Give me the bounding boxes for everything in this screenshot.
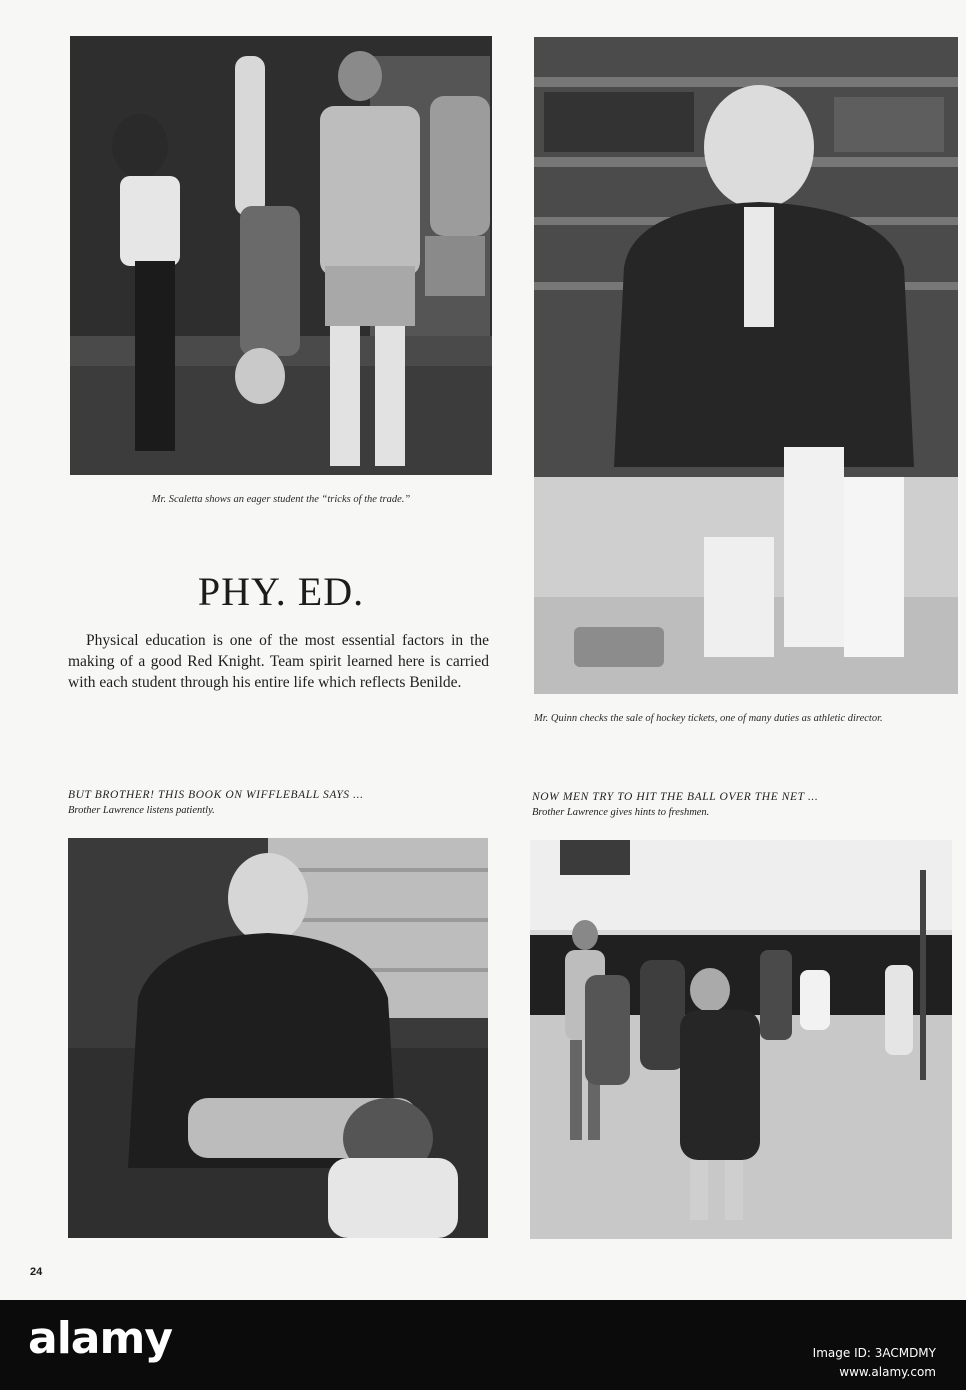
caption-top-left: Mr. Scaletta shows an eager student the “tricks of the trade.” — [151, 494, 411, 505]
caption-bottom-right-heading: NOW MEN TRY TO HIT THE BALL OVER THE NET ... — [532, 791, 819, 803]
photo-athletic-director — [534, 37, 958, 694]
caption-bottom-left — [68, 788, 498, 818]
page-title: PHY. ED. — [197, 569, 365, 614]
alamy-logo: alamy — [28, 1313, 172, 1364]
watermark-url: www.alamy.com — [839, 1365, 936, 1379]
image-id-label: Image ID: 3ACMDMY — [812, 1346, 936, 1360]
photo-gymnastics-handstand — [70, 36, 492, 475]
body-paragraph: Physical education is one of the most essential factors in the making of a good Red Knight. Team spirit learned here is carried with each student through his entire life which reflects Benilde. — [68, 632, 489, 691]
page-number: 24 — [30, 1266, 43, 1278]
caption-bottom-right-sub: Brother Lawrence gives hints to freshmen. — [532, 807, 710, 818]
photo-gym-volleyball — [530, 840, 952, 1239]
photo-brother-kneeling — [68, 838, 488, 1238]
caption-top-right: Mr. Quinn checks the sale of hockey tickets, one of many duties as athletic director. — [534, 713, 883, 724]
caption-bottom-right — [532, 790, 952, 820]
caption-bottom-left-sub: Brother Lawrence listens patiently. — [68, 805, 215, 816]
caption-bottom-left-heading: BUT BROTHER! THIS BOOK ON WIFFLEBALL SAYS ... — [68, 789, 364, 801]
